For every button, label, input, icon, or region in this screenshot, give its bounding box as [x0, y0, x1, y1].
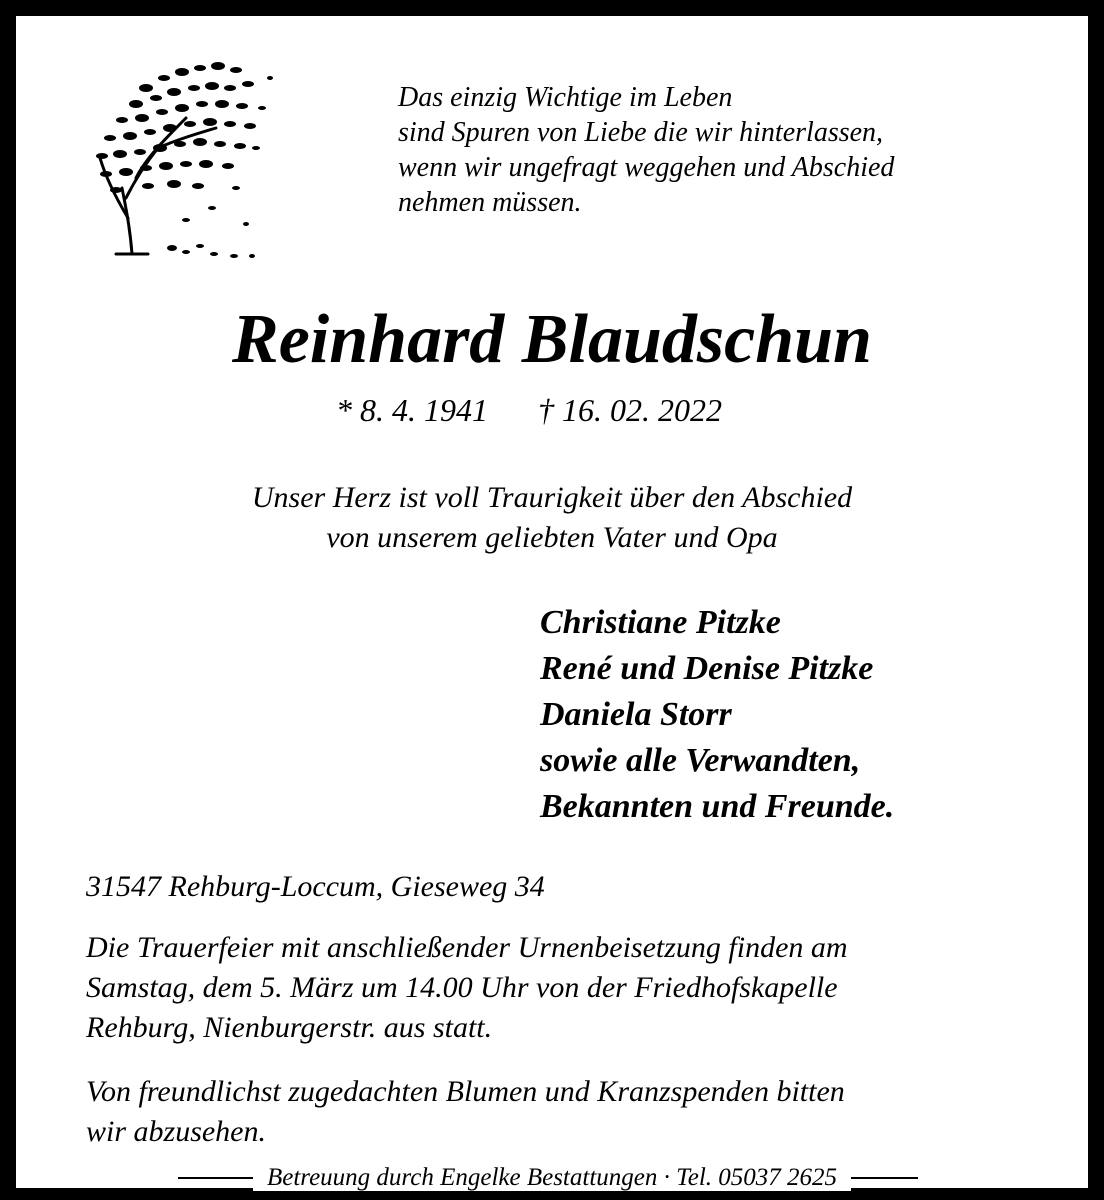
- mourning-line: Unser Herz ist voll Traurigkeit über den Abschied: [251, 481, 853, 514]
- quote-line: sind Spuren von Liebe die wir hinterlassen,: [398, 117, 884, 148]
- flowers-line: wir abzusehen.: [86, 1115, 266, 1148]
- tree-icon: [86, 48, 282, 268]
- ceremony-line: Die Trauerfeier mit anschließender Urnenbeisetzung finden am: [86, 931, 848, 964]
- family-line: Daniela Storr: [540, 696, 732, 733]
- family-line: Bekannten und Freunde.: [540, 788, 895, 825]
- ceremony-line: Rehburg, Nienburgerstr. aus statt.: [86, 1011, 493, 1044]
- flowers-note: [86, 1072, 845, 1152]
- birth-date: * 8. 4. 1941: [336, 392, 488, 428]
- memorial-quote: [398, 80, 894, 220]
- mourning-line: von unserem geliebten Vater und Opa: [326, 521, 778, 554]
- family-line: Christiane Pitzke: [540, 604, 781, 641]
- quote-line: nehmen müssen.: [398, 187, 582, 218]
- footer-text: Betreuung durch Engelke Bestattungen · Tel. 05037 2625: [253, 1164, 851, 1191]
- quote-line: Das einzig Wichtige im Leben: [398, 82, 733, 113]
- ceremony-info: [86, 928, 848, 1048]
- address: 31547 Rehburg-Loccum, Gieseweg 34: [86, 870, 545, 903]
- mourning-text: [0, 478, 1104, 558]
- deceased-name: Reinhard Blaudschun: [232, 301, 872, 378]
- family-line: René und Denise Pitzke: [540, 650, 874, 687]
- death-date: † 16. 02. 2022: [538, 392, 722, 428]
- ceremony-line: Samstag, dem 5. März um 14.00 Uhr von der Friedhofskapelle: [86, 971, 838, 1004]
- flowers-line: Von freundlichst zugedachten Blumen und Kranzspenden bitten: [86, 1075, 845, 1108]
- quote-line: wenn wir ungefragt weggehen und Abschied: [398, 152, 895, 183]
- life-dates: [336, 392, 722, 429]
- family-line: sowie alle Verwandten,: [540, 742, 861, 779]
- family-signatures: [540, 600, 894, 830]
- footer: [0, 1164, 1104, 1192]
